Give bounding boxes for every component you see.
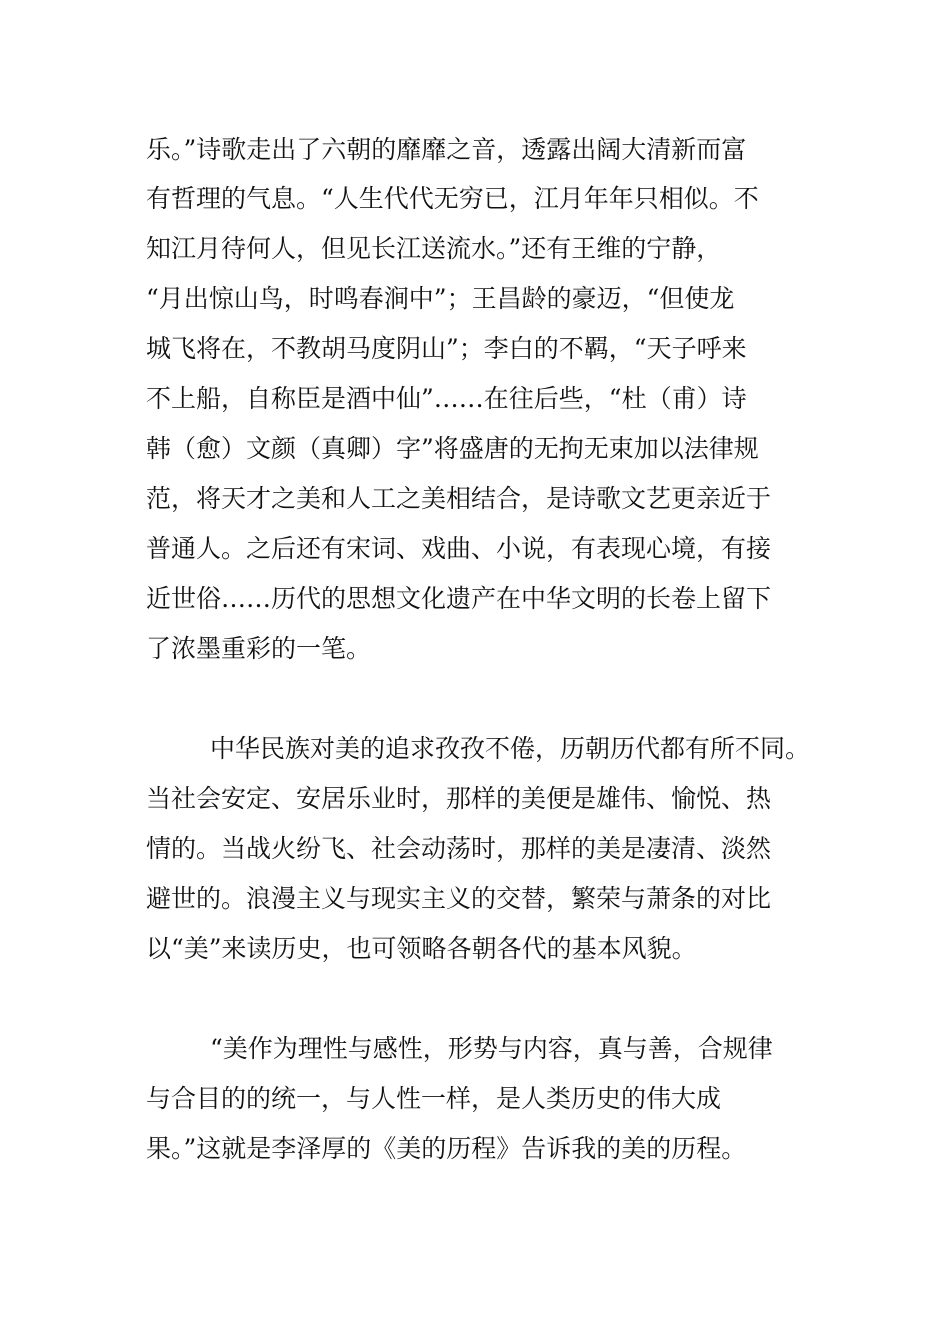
paragraph-1-line-8: 范，将天才之美和人工之美相结合，是诗歌文艺更亲近于 xyxy=(146,484,772,513)
paragraph-1-line-11: 了浓墨重彩的一笔。 xyxy=(146,634,372,663)
paragraph-1-line-7: 韩（愈）文颜（真卿）字”将盛唐的无拘无束加以法律规 xyxy=(146,434,759,463)
paragraph-2-line-2: 当社会安定、安居乐业时，那样的美便是雄伟、愉悦、热 xyxy=(146,784,772,813)
paragraph-1-line-6: 不上船，自称臣是酒中仙”……在往后些，“杜（甫）诗 xyxy=(146,384,747,413)
paragraph-2-line-4: 避世的。浪漫主义与现实主义的交替，繁荣与萧条的对比 xyxy=(146,884,772,913)
paragraph-2-line-5: 以“美”来读历史，也可领略各朝各代的基本风貌。 xyxy=(146,934,697,963)
paragraph-3-line-2: 与合目的的统一，与人性一样，是人类历史的伟大成 xyxy=(146,1084,722,1113)
paragraph-3-line-1: “美作为理性与感性，形势与内容，真与善，合规律 xyxy=(210,1034,773,1063)
paragraph-1-line-5: 城飞将在，不教胡马度阴山”；李白的不羁，“天子呼来 xyxy=(146,334,747,363)
paragraph-3-line-3: 果。”这就是李泽厚的《美的历程》告诉我的美的历程。 xyxy=(146,1134,747,1163)
paragraph-1-line-1: 乐。”诗歌走出了六朝的靡靡之音，透露出阔大清新而富 xyxy=(146,135,747,164)
paragraph-1-line-10: 近世俗……历代的思想文化遗产在中华文明的长卷上留下 xyxy=(146,584,772,613)
paragraph-2-line-1: 中华民族对美的追求孜孜不倦，历朝历代都有所不同。 xyxy=(210,734,811,763)
paragraph-1-line-3: 知江月待何人，但见长江送流水。”还有王维的宁静， xyxy=(146,234,722,263)
paragraph-1-line-4: “月出惊山鸟，时鸣春涧中”；王昌龄的豪迈，“但使龙 xyxy=(146,284,735,313)
paragraph-2-line-3: 情的。当战火纷飞、社会动荡时，那样的美是凄清、淡然 xyxy=(146,834,772,863)
paragraph-1-line-2: 有哲理的气息。“人生代代无穷已，江月年年只相似。不 xyxy=(146,184,759,213)
paragraph-1-line-9: 普通人。之后还有宋词、戏曲、小说，有表现心境，有接 xyxy=(146,534,772,563)
